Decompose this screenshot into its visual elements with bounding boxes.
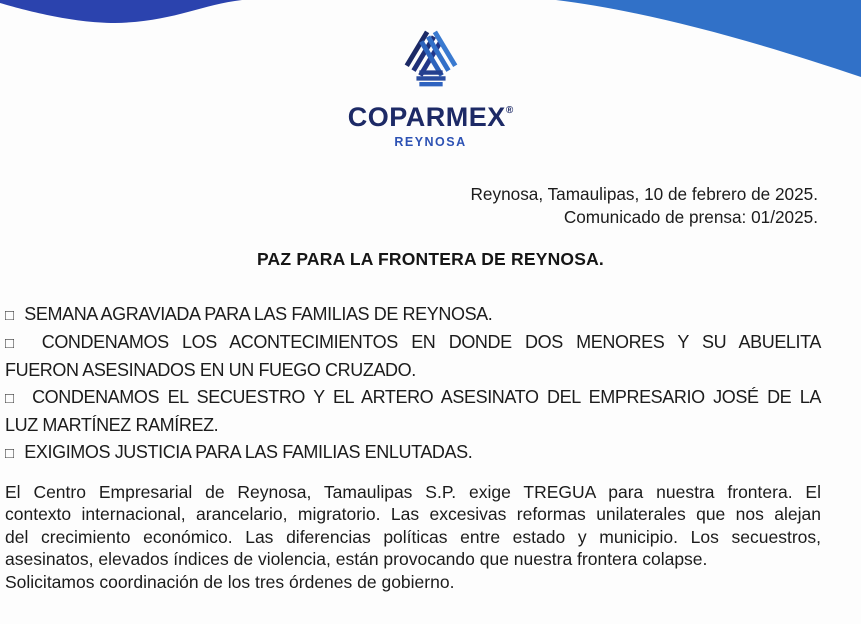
paragraph-line: contexto internacional, arancelario, migratorio. Las excesivas reformas unilaterales que nos alejan: [5, 504, 821, 525]
bullet-continuation-line: [5, 357, 821, 384]
top-left-wave-shape: [0, 0, 242, 23]
body-paragraph: [5, 481, 821, 593]
bullet-text: CONDENAMOS EL SECUESTRO Y EL ARTERO ASESINATO DEL EMPRESARIO JOSÉ DE LA: [32, 387, 822, 407]
date-block: [471, 183, 818, 228]
bullet-text: FUERON ASESINADOS EN UN FUEGO CRUZADO.: [5, 360, 416, 380]
paragraph-line: del crecimiento económico. Las diferencias políticas entre estado y municipio. Los secuestros,: [5, 526, 821, 547]
coparmex-emblem-icon: [398, 26, 464, 92]
document-title: PAZ PARA LA FRONTERA DE REYNOSA.: [256, 249, 604, 269]
bullet-text: EXIGIMOS JUSTICIA PARA LAS FAMILIAS ENLUTADAS.: [24, 442, 473, 462]
registered-mark: ®: [505, 105, 514, 116]
bullet-line: [5, 384, 821, 412]
square-bullet-icon: □: [5, 307, 14, 324]
bullet-line: [5, 329, 821, 357]
bullet-text: CONDENAMOS LOS ACONTECIMIENTOS EN DONDE DOS MENORES Y SU ABUELITA: [41, 332, 821, 352]
paragraph-line: Solicitamos coordinación de los tres órdenes de gobierno.: [5, 571, 455, 592]
bullet-text: LUZ MARTÍNEZ RAMÍREZ.: [5, 415, 219, 435]
bullet-line: [5, 439, 821, 467]
bullet-continuation-line: [5, 412, 821, 439]
bullet-line: [5, 301, 821, 329]
brand-subtitle: REYNOSA: [394, 135, 467, 149]
logo-block: [0, 26, 861, 149]
brand-line: [0, 98, 861, 135]
bullet-list: [5, 301, 821, 467]
square-bullet-icon: □: [5, 390, 18, 407]
square-bullet-icon: □: [5, 445, 14, 462]
paragraph-line: El Centro Empresarial de Reynosa, Tamaulipas S.P. exige TREGUA para nuestra frontera. El: [5, 482, 821, 502]
paragraph-line: asesinatos, elevados índices de violencia, están provocando que nuestra frontera colapse.: [5, 549, 708, 570]
bullet-text: SEMANA AGRAVIADA PARA LAS FAMILIAS DE REYNOSA.: [24, 304, 493, 324]
release-line: Comunicado de prensa: 01/2025.: [563, 206, 818, 227]
date-line: Reynosa, Tamaulipas, 10 de febrero de 2025.: [470, 184, 818, 204]
brand-name: COPARMEX: [347, 102, 506, 132]
square-bullet-icon: □: [5, 335, 23, 352]
